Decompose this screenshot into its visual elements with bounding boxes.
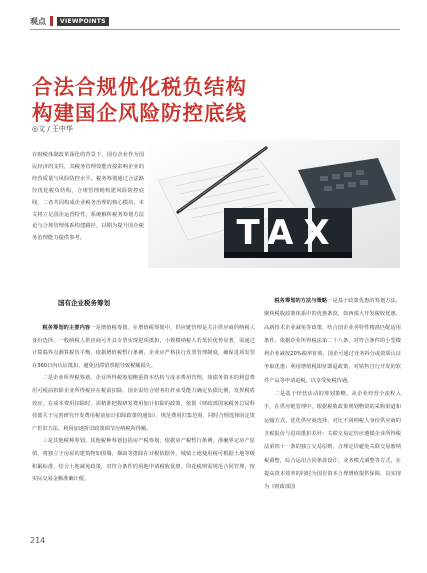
paragraph-text: 二是企业所得税筹划。企业所得税筹划侧重资本结构与成本费用管理，如债务资本的利息费用可税前扣除企业所得税应在税前扣除，国企需结合财务杠杆承受能力确定负债比例，发挥税盾效应。在成本费用扣除时，需精准把握研发费用加计扣除的政策，依据《财政部国家税务总局科技部关于完善研究开发费用税前加计扣除政策的通知》，规范费用归集范围，同时合理选择固定资产折旧方法，利用加速折旧政策调节应纳税所得额。	[32, 375, 255, 432]
section-divider-bar	[50, 16, 53, 26]
header-rule	[30, 29, 400, 30]
paragraph-text: 一是基于政策优惠的筹划方法。聚焦税收政策体系中的优惠条款，如西部大开发税收优惠、高新技术企业减免等政策，结合国企业务特性精准匹配适用条件。依据企业所得税法第二十八条，对符合条件的小型微利企业减按20%税率征收，国企可通过业务拆分或资质认证争取优惠；利用增值税即征即退政策，对销售自行开发的软件产品等申请退税，以享受免税待遇。	[264, 298, 401, 384]
section-label-en: VIEWPOINTS	[57, 17, 109, 26]
paragraph-text: 一是增值税筹划。在增值税筹划中，供应链管理是关注供应商的纳税人身份选择，一般纳税人供应商可开具专票实现进项抵扣，小规模纳税人若低价优势显著，需通过计算临界点测算税负平衡。依据增值税暂行条例，企业应严格执行发票管理制度，确保进项发票在360日内认证抵扣，避免因滞留票据导致税额损失。	[32, 325, 255, 369]
left-column	[32, 322, 255, 486]
article-title-line1: 合法合规优化税负结构	[32, 75, 247, 99]
article-intro: 在财税体制改革深化的背景下，国有企业作为国民经济的支柱，其税务管理效能直接影响企业的经营质量与风险防控水平。税务筹划通过合法路径优化税负结构，合规管理则构建风险防控底线，二者共同构成企业税务治理的核心模块。本文将立足国企运营特性，系统解析税务筹划方法论与合规管理体系构建路径，以期为提升国企税务治理能力提供参考。	[32, 152, 144, 242]
paragraph-lead: 税务筹划的主要内容	[42, 325, 91, 331]
right-column	[264, 295, 401, 494]
paragraph	[32, 372, 255, 435]
section-title: 国有企业税务筹划	[58, 299, 110, 307]
paragraph	[32, 435, 255, 485]
paragraph	[264, 388, 401, 494]
section-header	[30, 14, 400, 28]
paragraph-lead: 税务筹划的方法与策略	[274, 298, 328, 304]
tax-word: TAX	[236, 213, 340, 253]
tax-illustration	[148, 140, 400, 268]
paragraph-text: 三是其他税种筹划。其他税种筹划包括房产税筹划，依据房产税暂行条例，准确界定房产原值，将独立于房屋的建筑物如围墙、烟囱等排除在计税依据外。城镇土地使用税可根据土地等级积累标准，结合土地减免政策，对符合条件的用地申请税收优惠。印花税则需规范合同管理，按实际交易金额准确计税。	[32, 438, 255, 483]
paragraph	[32, 322, 255, 372]
paragraph	[264, 295, 401, 388]
section-label-cn: 观点	[30, 16, 46, 26]
article-author: ◎文 / 王中华	[32, 125, 73, 133]
page-number: 214	[30, 536, 46, 545]
article-title-line2: 构建国企风险防控底线	[32, 101, 247, 125]
paragraph-text: 二是基于经营活动的筹划策略。从企业经营全流程入手，在供应链管理中，根据税收政策规划物资的采购渠道和运输方式，优化供应商选择，对比不同纳税人身份供应商的含税报价与进项抵扣差异；关联交易定价应遵循企业所得税法第四十一条的独立交易原则，合理定价避免关联交易被纳税调整，综合运用合同条款设计、业务模式调整等方式，在提高资本效率的同时为国有资本合理增值提供保障，以实现为《财政部国	[264, 391, 401, 491]
